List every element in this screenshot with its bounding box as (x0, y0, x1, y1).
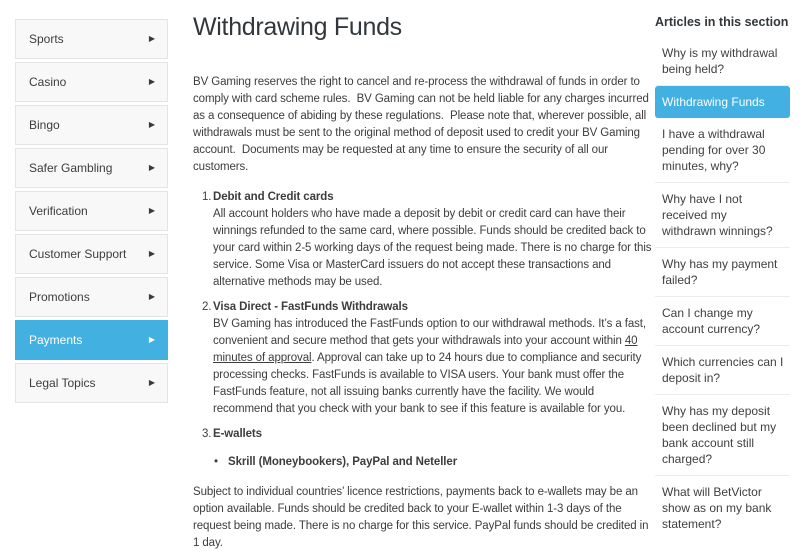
category-nav-label: Payments (29, 333, 83, 347)
list-number: 1. (202, 191, 212, 203)
article-link[interactable]: Withdrawing Funds (655, 86, 790, 118)
category-nav-label: Safer Gambling (29, 161, 113, 175)
article-link[interactable]: Why have I not received my withdrawn winnings? (655, 183, 790, 248)
list-number: 2. (202, 301, 212, 313)
category-nav-label: Customer Support (29, 247, 127, 261)
withdrawal-methods-list (193, 189, 655, 443)
outro-paragraph: Subject to individual countries’ licence restrictions, payments back to e-wallets may be an option available. Funds should be credited back to your E-wallet within 1-3 days of the request being made. There is no charge for this service. PayPal funds should be credited in 1 day. (193, 486, 649, 549)
category-nav-item[interactable] (15, 363, 168, 403)
chevron-right-icon: ▶ (148, 249, 155, 258)
article-link[interactable]: Can I change my account currency? (655, 297, 790, 346)
category-nav-label: Bingo (29, 118, 60, 132)
method-heading: E-wallets (213, 428, 262, 440)
chevron-right-icon: ▶ (148, 34, 155, 43)
category-nav-label: Promotions (29, 290, 90, 304)
category-nav-item[interactable] (15, 62, 168, 102)
article-link[interactable]: Why has my deposit been declined but my bank account still charged? (655, 395, 790, 476)
method-body: All account holders who have made a deposit by debit or credit card can have their winnings refunded to the same card, where possible. Funds should be credited back to your card within 2-5 working days of the request being made. There is no charge for this service. Some Visa or MasterCard issuers do not accept these transactions and alternative methods may be used. (213, 208, 652, 288)
articles-sidebar (655, 0, 790, 540)
list-number: 3. (202, 428, 212, 440)
category-nav-label: Casino (29, 75, 67, 89)
chevron-right-icon: ▶ (148, 378, 155, 387)
method-body-text: . Approval can take up to 24 hours due to compliance and security processing checks. FastFunds is available to VISA users. Your bank must offer the FastFunds feature, not all issuing banks currently have the facility. We would recommend that you check with your bank to see if this feature is available for you. (213, 352, 642, 415)
ewallet-providers-list (193, 454, 655, 471)
chevron-right-icon: ▶ (148, 206, 155, 215)
category-nav-label: Verification (29, 204, 88, 218)
article-link[interactable]: Which currencies can I deposit in? (655, 346, 790, 395)
chevron-right-icon: ▶ (148, 335, 155, 344)
chevron-right-icon: ▶ (148, 163, 155, 172)
method-heading: Visa Direct - FastFunds Withdrawals (213, 301, 408, 313)
category-nav-item[interactable] (15, 19, 168, 59)
article-link[interactable]: What will BetVictor show as on my bank statement? (662, 485, 772, 531)
article-link[interactable]: Why is my withdrawal being held? (655, 37, 790, 86)
ewallet-providers-label: Skrill (Moneybookers), PayPal and Neteller (228, 456, 458, 468)
method-item-ewallets (202, 426, 655, 443)
category-nav (15, 19, 168, 406)
ewallet-providers-item (214, 454, 655, 471)
method-item-fastfunds (202, 299, 655, 418)
article-link[interactable]: Why has my payment failed? (655, 248, 790, 297)
chevron-right-icon: ▶ (148, 77, 155, 86)
method-body (213, 316, 655, 418)
category-nav-item[interactable] (15, 105, 168, 145)
category-nav-label: Sports (29, 32, 64, 46)
bullet-icon: • (214, 456, 218, 468)
articles-sidebar-heading: Articles in this section (655, 15, 789, 29)
category-nav-item[interactable] (15, 320, 168, 360)
chevron-right-icon: ▶ (148, 120, 155, 129)
method-heading: Debit and Credit cards (213, 191, 334, 203)
intro-paragraph: BV Gaming reserves the right to cancel and re-process the withdrawal of funds in order to comply with card scheme rules. BV Gaming can not be held liable for any charges incurred as a consequence of abiding by these regulations. Please note that, wherever possible, all withdrawals must be sent to the original method of deposit used to credit your BV Gaming account. Documents may be requested at any time to ensure the security of all our customers. (193, 76, 652, 173)
category-nav-item[interactable] (15, 277, 168, 317)
category-nav-item[interactable] (15, 234, 168, 274)
category-nav-label: Legal Topics (29, 376, 96, 390)
method-body-text: BV Gaming has introduced the FastFunds option to our withdrawal methods. It’s a fast, convenient and secure method that gets your withdrawals into your account within (213, 318, 646, 347)
page-title: Withdrawing Funds (193, 13, 402, 41)
article-content (193, 0, 655, 552)
chevron-right-icon: ▶ (148, 292, 155, 301)
method-item-debit-credit (202, 189, 655, 291)
article-link[interactable]: I have a withdrawal pending for over 30 minutes, why? (655, 118, 790, 183)
category-nav-item[interactable] (15, 191, 168, 231)
approval-time-link[interactable]: 40 minutes of approval (213, 335, 638, 364)
category-nav-item[interactable] (15, 148, 168, 188)
